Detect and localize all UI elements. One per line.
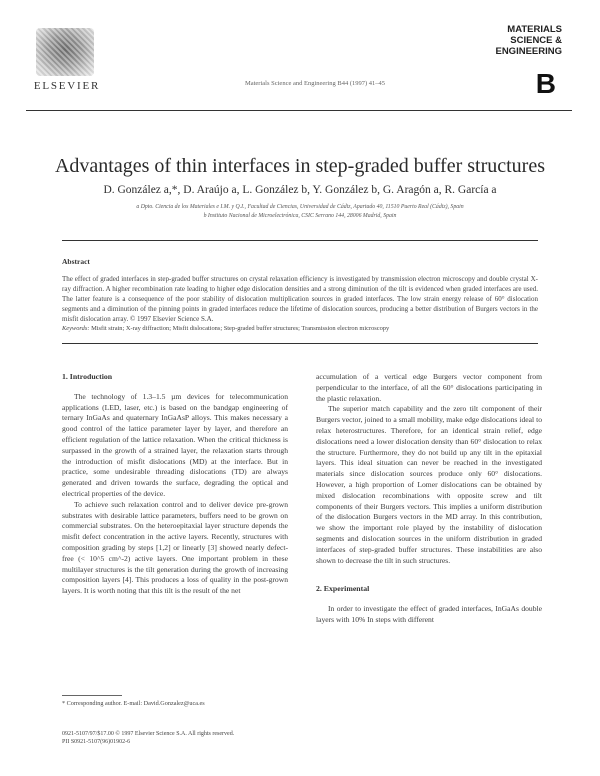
abstract-body: The effect of graded interfaces in step-graded buffer structures on crystal relaxation efficiency is investigated by transmission electron microscopy and double crystal X-ray diffraction. A higher recombination rate leading to higher edge dislocation densities and a strong diminution of the tilt is evidenced when graded interfaces are used. The latter feature is a consequence of the poor stability of dislocation multiplication sources in graded interfaces. The low strain energy release of 60° dislocation segments and a diminution of the pinning points in graded interfaces reduce the lifetime of dislocation sources, producing a better distribution of Burgers vectors in the misfit dislocation array. © 1997 Elsevier Science S.A. [62, 275, 538, 323]
journal-citation: Materials Science and Engineering B44 (1997) 41–45 [244, 80, 386, 87]
intro-paragraph-1: The technology of 1.3–1.5 µm devices for telecommunication applications (LED, laser, etc.) is based on the bandgap engineering of ternary InGaAs and quaternary InGaAsP alloys. This makes necessary a good control of the lattice parameter layer by layer, and therefore an efficient regulation of the lattice relaxation. When the critical thickness is surpassed in the growth of a strained layer, the relaxation starts through the introduction of misfit dislocations (MD) at the interface. But in practice, some undesirable threading dislocations (TD) are always generated and driven towards the surface, degrading the optical and electrical properties of the device. [62, 391, 288, 498]
affiliation-a: a Dpto. Ciencia de los Materiales e I.M. y Q.I., Facultad de Ciencias, Universidad de Cádiz, Apartado 40, 11510 Puerto Real (Cádiz), Spain [136, 204, 464, 210]
author-list: D. González a,*, D. Araújo a, L. González b, Y. González b, G. Aragón a, R. García a [103, 184, 497, 196]
journal-logo-line-2: SCIENCE & [510, 35, 562, 46]
publisher-name: ELSEVIER [33, 80, 101, 92]
section-heading-introduction: 1. Introduction [62, 372, 113, 381]
header-rule [26, 110, 572, 111]
keywords-label: Keywords: [62, 325, 90, 332]
experimental-paragraph-1: In order to investigate the effect of graded interfaces, InGaAs double layers with 10% In steps with different [316, 604, 542, 624]
elsevier-logo [26, 28, 116, 104]
abstract-bottom-rule [62, 343, 538, 344]
affiliation-b: b Instituto Nacional de Microelectrónica, CSIC Serrano 144, 28006 Madrid, Spain [203, 213, 397, 219]
left-column [62, 372, 288, 597]
abstract-top-rule [62, 240, 538, 241]
section-heading-experimental: 2. Experimental [316, 584, 370, 594]
footnote-rule [62, 695, 122, 696]
journal-logo-line-1: MATERIALS [507, 24, 562, 35]
article-title: Advantages of thin interfaces in step-graded buffer structures [54, 155, 545, 177]
issn-line-1: 0921-5107/97/$17.00 © 1997 Elsevier Science S.A. All rights reserved. [62, 731, 235, 737]
journal-logo [460, 24, 562, 104]
journal-logo-text [460, 24, 562, 57]
abstract-heading: Abstract [62, 257, 90, 266]
right-column [316, 372, 542, 626]
elsevier-tree-texture [36, 28, 94, 76]
journal-logo-line-3: ENGINEERING [495, 46, 562, 57]
right-paragraph-2: The superior match capability and the zero tilt component of their Burgers vector, joined to a small mobility, make edge dislocations ideal to relax heterostructures. Therefore, for an identical strain relief, edge dislocations need a lower dislocation density than 60° dislocation to relax the structure. Furthermore, they do not build up any tilt in the epitaxial layers. This ideal situation can never be reached in the investigated materials since dislocation sources produce only 60° dislocations. However, a high proportion of Lomer dislocations can be obtained by mixed dislocation recombinations with opposite screw and tilt components of their Burgers vectors. This implies a uniform distribution of the dislocation Burgers vectors in the MD array. In this contribution, we show the important role played by the instability of dislocation segments and dislocation sources in the uniform distribution in graded interfaces of step-graded buffer structures. These instabilities are also shown to decrease the tilt in such structures. [316, 404, 542, 565]
journal-section-letter: B [535, 68, 556, 99]
right-paragraph-1: accumulation of a vertical edge Burgers vector component from perpendicular to the interface, of all the 60° dislocations participating in the plastic relaxation. [316, 372, 542, 403]
keywords-text: Misfit strain; X-ray diffraction; Misfit dislocations; Step-graded buffer structures; Transmission electron microscopy [91, 325, 390, 332]
corresponding-author-footnote: * Corresponding author. E-mail: David.Gonzalez@uca.es [62, 700, 205, 707]
keywords-line [62, 325, 538, 332]
issn-block [62, 730, 382, 746]
intro-paragraph-2: To achieve such relaxation control and to deliver device pre-grown substrates with desirable lattice parameters, buffers need to be grown on commercial substrates. On the heteroepitaxial layer structure depends the misfit defect concentration in the active layers. Recently, structures with composition grading by steps [1,2] or linearly [3] showed nearly defect-free (< 10^5 cm^-2) active layers. One important problem in these multilayer structures is the tilt generation during the growth of increasing composition layers [4]. This produces a loss of quality in the post-grown layers. It is worth noting that this tilt is the result of the net [62, 499, 288, 596]
issn-line-2: PII S0921-5107(96)01902-6 [62, 739, 131, 745]
